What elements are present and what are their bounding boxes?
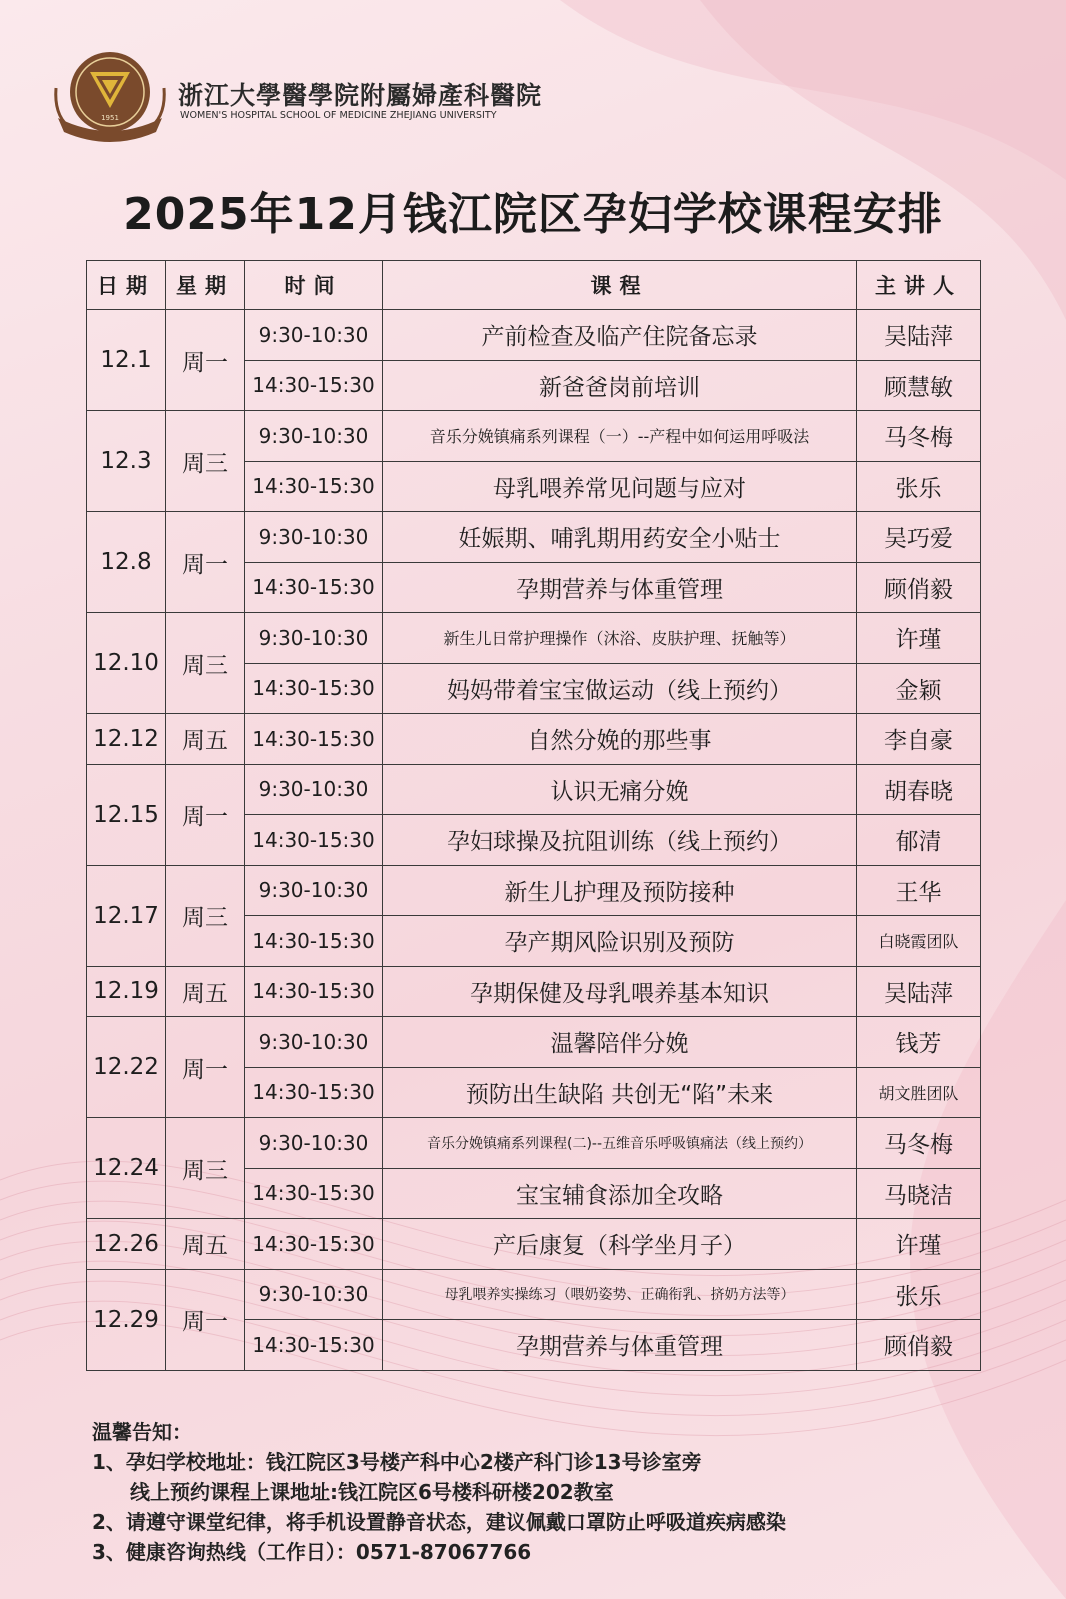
- course-cell: 妈妈带着宝宝做运动（线上预约）: [383, 663, 857, 714]
- course-cell: 产前检查及临产住院备忘录: [383, 310, 857, 361]
- course-cell: 自然分娩的那些事: [383, 714, 857, 765]
- lecturer-cell: 马晓洁: [857, 1168, 981, 1219]
- time-cell: 14:30-15:30: [245, 360, 383, 411]
- lecturer-cell: 钱芳: [857, 1017, 981, 1068]
- course-cell: 新生儿日常护理操作（沐浴、皮肤护理、抚触等）: [383, 613, 857, 664]
- lecturer-cell: 马冬梅: [857, 1118, 981, 1169]
- date-cell: 12.3: [87, 411, 166, 512]
- lecturer-cell: 许瑾: [857, 1219, 981, 1270]
- weekday-cell: 周一: [166, 310, 245, 411]
- lecturer-cell: 王华: [857, 865, 981, 916]
- date-cell: 12.12: [87, 714, 166, 765]
- table-row: [87, 865, 981, 916]
- lecturer-cell: 顾俏毅: [857, 1320, 981, 1371]
- table-row: [87, 613, 981, 664]
- weekday-cell: 周三: [166, 411, 245, 512]
- table-header-row: [87, 261, 981, 310]
- weekday-cell: 周三: [166, 865, 245, 966]
- time-cell: 14:30-15:30: [245, 966, 383, 1017]
- date-cell: 12.10: [87, 613, 166, 714]
- notice-line-online-address: 线上预约课程上课地址:钱江院区6号楼科研楼202教室: [130, 1480, 614, 1504]
- lecturer-cell: 张乐: [857, 461, 981, 512]
- course-cell: 孕期保健及母乳喂养基本知识: [383, 966, 857, 1017]
- page-title: 2025年12月钱江院区孕妇学校课程安排: [123, 189, 943, 240]
- lecturer-cell: 白晓霞团队: [857, 916, 981, 967]
- lecturer-cell: 张乐: [857, 1269, 981, 1320]
- course-cell: 妊娠期、哺乳期用药安全小贴士: [383, 512, 857, 563]
- weekday-cell: 周五: [166, 714, 245, 765]
- time-cell: 14:30-15:30: [245, 714, 383, 765]
- time-cell: 14:30-15:30: [245, 1219, 383, 1270]
- weekday-cell: 周五: [166, 1219, 245, 1270]
- lecturer-cell: 胡春晓: [857, 764, 981, 815]
- weekday-cell: 周一: [166, 1017, 245, 1118]
- time-cell: 14:30-15:30: [245, 461, 383, 512]
- hospital-emblem-logo: [52, 48, 168, 144]
- notice-line-hotline: 3、健康咨询热线（工作日）：0571-87067766: [92, 1540, 532, 1564]
- lecturer-cell: 吴陆萍: [857, 310, 981, 361]
- lecturer-cell: 吴陆萍: [857, 966, 981, 1017]
- table-row: [87, 714, 981, 765]
- course-cell: 产后康复（科学坐月子）: [383, 1219, 857, 1270]
- course-cell: 孕期营养与体重管理: [383, 562, 857, 613]
- time-cell: 14:30-15:30: [245, 1320, 383, 1371]
- table-row: [87, 1269, 981, 1320]
- course-cell: 新爸爸岗前培训: [383, 360, 857, 411]
- hospital-name-chinese: 浙江大學醫學院附屬婦產科醫院: [178, 81, 543, 110]
- course-cell: 温馨陪伴分娩: [383, 1017, 857, 1068]
- course-cell: 宝宝辅食添加全攻略: [383, 1168, 857, 1219]
- course-cell: 认识无痛分娩: [383, 764, 857, 815]
- table-row: [87, 1118, 981, 1169]
- lecturer-cell: 顾慧敏: [857, 360, 981, 411]
- notice-line-discipline: 2、请遵守课堂纪律，将手机设置静音状态，建议佩戴口罩防止呼吸道疾病感染: [92, 1510, 786, 1534]
- lecturer-cell: 郁清: [857, 815, 981, 866]
- date-cell: 12.17: [87, 865, 166, 966]
- hospital-header: [52, 48, 572, 148]
- table-row: [87, 411, 981, 462]
- notice-heading: 温馨告知：: [92, 1420, 192, 1444]
- column-header-date: 日期: [87, 261, 166, 310]
- table-row: [87, 764, 981, 815]
- course-cell: 音乐分娩镇痛系列课程（一）--产程中如何运用呼吸法: [383, 411, 857, 462]
- table-row: [87, 310, 981, 361]
- weekday-cell: 周一: [166, 1269, 245, 1370]
- course-cell: 孕期营养与体重管理: [383, 1320, 857, 1371]
- date-cell: 12.26: [87, 1219, 166, 1270]
- date-cell: 12.19: [87, 966, 166, 1017]
- course-cell: 母乳喂养实操练习（喂奶姿势、正确衔乳、挤奶方法等）: [383, 1269, 857, 1320]
- time-cell: 14:30-15:30: [245, 916, 383, 967]
- table-row: [87, 1017, 981, 1068]
- table-row: [87, 1219, 981, 1270]
- lecturer-cell: 李自豪: [857, 714, 981, 765]
- time-cell: 14:30-15:30: [245, 1168, 383, 1219]
- time-cell: 14:30-15:30: [245, 663, 383, 714]
- time-cell: 9:30-10:30: [245, 1118, 383, 1169]
- date-cell: 12.1: [87, 310, 166, 411]
- time-cell: 9:30-10:30: [245, 764, 383, 815]
- column-header-weekday: 星期: [166, 261, 245, 310]
- lecturer-cell: 顾俏毅: [857, 562, 981, 613]
- lecturer-cell: 马冬梅: [857, 411, 981, 462]
- hospital-name-english: WOMEN'S HOSPITAL SCHOOL OF MEDICINE ZHEJIANG UNIVERSITY: [180, 110, 497, 121]
- column-header-lecturer: 主讲人: [857, 261, 981, 310]
- weekday-cell: 周一: [166, 764, 245, 865]
- time-cell: 14:30-15:30: [245, 1067, 383, 1118]
- date-cell: 12.15: [87, 764, 166, 865]
- lecturer-cell: 胡文胜团队: [857, 1067, 981, 1118]
- time-cell: 9:30-10:30: [245, 1269, 383, 1320]
- column-header-time: 时间: [245, 261, 383, 310]
- table-row: [87, 512, 981, 563]
- lecturer-cell: 吴巧爱: [857, 512, 981, 563]
- notice-line-address: 1、孕妇学校地址：钱江院区3号楼产科中心2楼产科门诊13号诊室旁: [92, 1450, 702, 1474]
- course-cell: 新生儿护理及预防接种: [383, 865, 857, 916]
- time-cell: 14:30-15:30: [245, 815, 383, 866]
- course-schedule-table: [86, 260, 981, 1371]
- date-cell: 12.8: [87, 512, 166, 613]
- time-cell: 9:30-10:30: [245, 512, 383, 563]
- lecturer-cell: 金颖: [857, 663, 981, 714]
- notice-section: [92, 1417, 786, 1567]
- date-cell: 12.24: [87, 1118, 166, 1219]
- date-cell: 12.22: [87, 1017, 166, 1118]
- weekday-cell: 周一: [166, 512, 245, 613]
- time-cell: 14:30-15:30: [245, 562, 383, 613]
- lecturer-cell: 许瑾: [857, 613, 981, 664]
- course-cell: 孕妇球操及抗阻训练（线上预约）: [383, 815, 857, 866]
- course-cell: 预防出生缺陷 共创无“陷”未来: [383, 1067, 857, 1118]
- weekday-cell: 周五: [166, 966, 245, 1017]
- weekday-cell: 周三: [166, 1118, 245, 1219]
- time-cell: 9:30-10:30: [245, 865, 383, 916]
- time-cell: 9:30-10:30: [245, 310, 383, 361]
- time-cell: 9:30-10:30: [245, 1017, 383, 1068]
- course-cell: 母乳喂养常见问题与应对: [383, 461, 857, 512]
- date-cell: 12.29: [87, 1269, 166, 1370]
- table-row: [87, 966, 981, 1017]
- column-header-course: 课程: [383, 261, 857, 310]
- emblem-year: 1951: [101, 114, 119, 122]
- course-cell: 孕产期风险识别及预防: [383, 916, 857, 967]
- course-cell: 音乐分娩镇痛系列课程(二)--五维音乐呼吸镇痛法（线上预约）: [383, 1118, 857, 1169]
- weekday-cell: 周三: [166, 613, 245, 714]
- time-cell: 9:30-10:30: [245, 411, 383, 462]
- time-cell: 9:30-10:30: [245, 613, 383, 664]
